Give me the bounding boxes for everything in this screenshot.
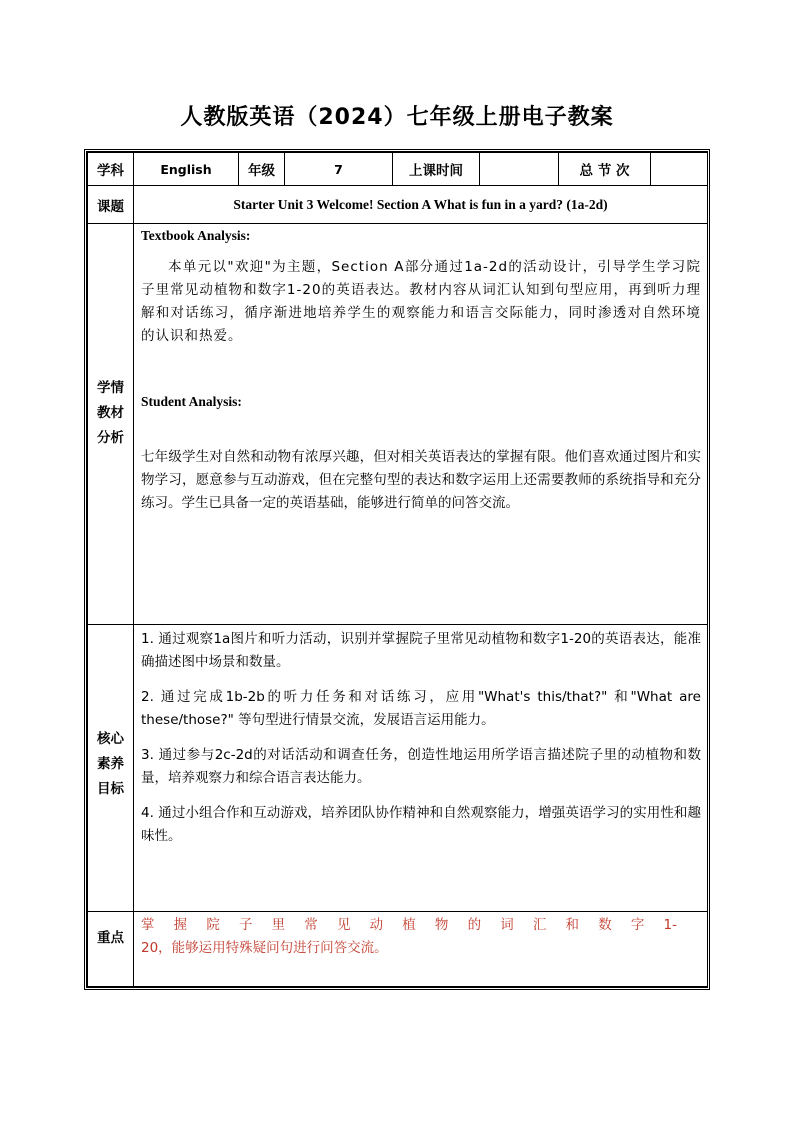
total-periods-value <box>651 153 708 186</box>
analysis-label <box>88 224 134 625</box>
objectives-label <box>88 625 134 912</box>
subject-value: English <box>134 153 239 186</box>
subject-label: 学科 <box>88 153 134 186</box>
objectives-row <box>88 625 708 912</box>
textbook-analysis-heading: Textbook Analysis: <box>141 228 251 243</box>
objective-item-2: 2. 通过完成1b-2b的听力任务和对话练习，应用"What's this/that?" 和"What are these/those?" 等句型进行情景交流，发展语言运用能力。 <box>141 689 701 728</box>
analysis-label-line-3: 分析 <box>97 430 124 446</box>
topic-row <box>88 186 708 224</box>
objective-item-1: 1. 通过观察1a图片和听力活动，识别并掌握院子里常见动植物和数字1-20的英语表达，能准确描述图中场景和数量。 <box>141 631 701 670</box>
header-row <box>88 153 708 186</box>
focus-row <box>88 912 708 987</box>
grade-label: 年级 <box>239 153 285 186</box>
analysis-row <box>88 224 708 625</box>
lesson-plan-table <box>84 149 710 990</box>
objective-item-3: 3. 通过参与2c-2d的对话活动和调查任务，创造性地运用所学语言描述院子里的动植物和数量，培养观察力和综合语言表达能力。 <box>141 747 701 786</box>
focus-label: 重点 <box>88 912 134 987</box>
objectives-label-line-2: 素养 <box>97 756 124 772</box>
grade-value: 7 <box>285 153 393 186</box>
objectives-content <box>134 625 708 912</box>
topic-value: Starter Unit 3 Welcome! Section A What is fun in a yard? (1a-2d) <box>134 186 708 224</box>
objective-item-4: 4. 通过小组合作和互动游戏，培养团队协作精神和自然观察能力，增强英语学习的实用性和趣味性。 <box>141 805 701 844</box>
analysis-label-line-2: 教材 <box>97 405 124 421</box>
objectives-label-line-1: 核心 <box>97 731 124 747</box>
class-time-value <box>480 153 559 186</box>
focus-content <box>134 912 708 987</box>
total-periods-label: 总 节 次 <box>559 153 651 186</box>
student-analysis-heading: Student Analysis: <box>141 394 242 409</box>
document-title: 人教版英语（2024）七年级上册电子教案 <box>180 105 614 130</box>
class-time-label: 上课时间 <box>393 153 480 186</box>
focus-text-line-1: 掌握院子里常见动植物的词汇和数字1- <box>141 917 677 933</box>
textbook-analysis-text: 本单元以"欢迎"为主题，Section A部分通过1a-2d的活动设计，引导学生学习院子里常见动植物和数字1-20的英语表达。教材内容从词汇认知到句型应用，再到听力理解和对话练习，循序渐进地培养学生的观察能力和语言交际能力，同时渗透对自然环境的认识和热爱。 <box>141 259 701 344</box>
topic-label: 课题 <box>88 186 134 224</box>
student-analysis-text: 七年级学生对自然和动物有浓厚兴趣，但对相关英语表达的掌握有限。他们喜欢通过图片和实物学习，愿意参与互动游戏，但在完整句型的表达和数字运用上还需要教师的系统指导和充分练习。学生已具备一定的英语基础，能够进行简单的问答交流。 <box>141 449 701 511</box>
analysis-content <box>134 224 708 625</box>
objectives-label-line-3: 目标 <box>97 781 124 797</box>
focus-text-line-2: 20，能够运用特殊疑问句进行问答交流。 <box>141 940 388 956</box>
analysis-label-line-1: 学情 <box>97 380 124 396</box>
